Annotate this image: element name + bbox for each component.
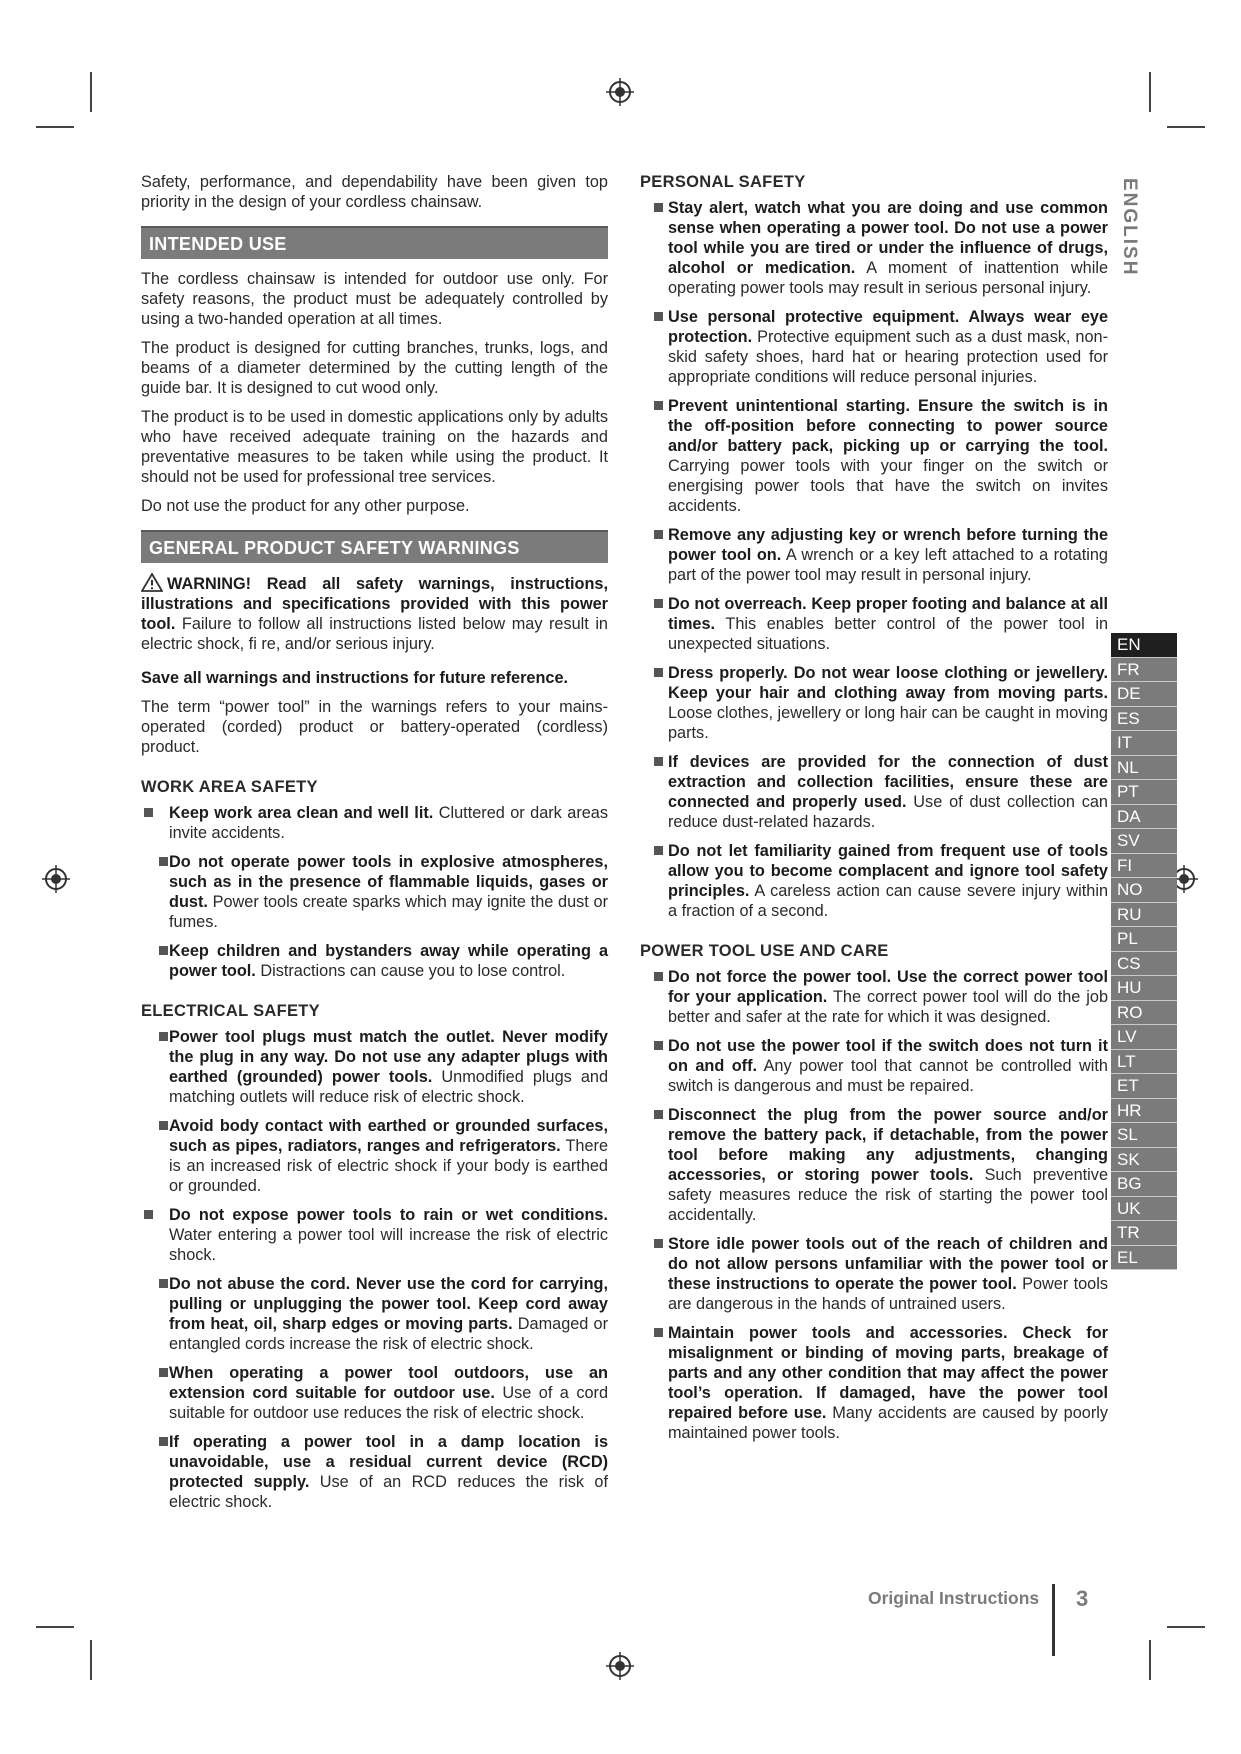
language-tab-et[interactable]: ET bbox=[1111, 1074, 1177, 1099]
list-item bbox=[640, 198, 1108, 298]
intended-use-paragraph: The cordless chainsaw is intended for outdoor use only. For safety reasons, the product must be adequately controlled by using a two-handed operation at all times. bbox=[141, 270, 608, 328]
intended-use-paragraph: The product is designed for cutting branches, trunks, logs, and beams of a diameter determined by the cutting length of the guide bar. It is designed to cut wood only. bbox=[141, 339, 608, 397]
language-tab-en[interactable]: EN bbox=[1111, 633, 1177, 658]
personal-safety-heading: PERSONAL SAFETY bbox=[640, 173, 806, 191]
save-instructions bbox=[141, 668, 608, 688]
language-tab-sl[interactable]: SL bbox=[1111, 1123, 1177, 1148]
language-tab-fr[interactable]: FR bbox=[1111, 658, 1177, 683]
list-item bbox=[640, 841, 1108, 921]
language-tab-no[interactable]: NO bbox=[1111, 878, 1177, 903]
language-tab-lt[interactable]: LT bbox=[1111, 1050, 1177, 1075]
general-warnings-heading: GENERAL PRODUCT SAFETY WARNINGS bbox=[141, 530, 608, 563]
save-instructions-text: Save all warnings and instructions for future reference. bbox=[141, 669, 569, 687]
footer-label: Original Instructions bbox=[868, 1588, 1040, 1608]
item-text: This enables better control of the power tool in unexpected situations. bbox=[668, 615, 1108, 653]
registration-mark-icon bbox=[606, 1652, 634, 1680]
crop-mark bbox=[90, 1640, 92, 1680]
crop-mark bbox=[1167, 1626, 1205, 1628]
item-bold-text: Dress properly. Do not wear loose clothing or jewellery. Keep your hair and clothing away from moving parts. bbox=[668, 664, 1108, 702]
item-text: Distractions can cause you to lose control. bbox=[255, 962, 566, 980]
item-text: Any power tool that cannot be controlled with switch is dangerous and must be repaired. bbox=[668, 1057, 1108, 1095]
crop-mark bbox=[36, 126, 74, 128]
item-bold-text: Use personal protective equipment. Always wear eye protection. bbox=[668, 308, 1108, 346]
item-bold-text: Disconnect the plug from the power source and/or remove the battery pack, if detachable, from the power tool before making any adjustments, changing accessories, or storing power tools. bbox=[668, 1106, 1108, 1184]
language-tab-sk[interactable]: SK bbox=[1111, 1148, 1177, 1173]
list-item bbox=[640, 752, 1108, 832]
item-bold-text: Prevent unintentional starting. Ensure the switch is in the off-position before connecting to power source and/or battery pack, picking up or carrying the tool. bbox=[668, 397, 1108, 455]
electrical-heading: ELECTRICAL SAFETY bbox=[141, 1002, 320, 1020]
language-tab-da[interactable]: DA bbox=[1111, 805, 1177, 830]
item-bold-text: Power tool plugs must match the outlet. Never modify the plug in any way. Do not use any adapter plugs with earthed (grounded) power tools. bbox=[169, 1028, 608, 1086]
item-bold-text: Do not overreach. Keep proper footing and balance at all times. bbox=[668, 595, 1108, 633]
bullet-square-icon bbox=[159, 1032, 168, 1041]
registration-mark-icon bbox=[42, 865, 70, 893]
language-label-text: ENGLISH bbox=[1119, 178, 1140, 277]
warning-bold-text: WARNING! Read all safety warnings, instructions, illustrations and specifications provided with this power tool. bbox=[141, 575, 608, 633]
item-text: Use of a cord suitable for outdoor use reduces the risk of electric shock. bbox=[169, 1384, 608, 1422]
list-item bbox=[640, 1036, 1108, 1096]
intended-use-paragraph: Do not use the product for any other purpose. bbox=[141, 497, 470, 515]
item-bold-text: Store idle power tools out of the reach of children and do not allow persons unfamiliar with the power tool or these instructions to operate the power tool. bbox=[668, 1235, 1108, 1293]
bullet-square-icon bbox=[654, 401, 663, 410]
bullet-square-icon bbox=[654, 1041, 663, 1050]
item-bold-text: Do not use the power tool if the switch does not turn it on and off. bbox=[668, 1037, 1108, 1075]
item-bold-text: Stay alert, watch what you are doing and use common sense when operating a power tool. Do not use a power tool while you are tired or under the influence of drugs, alcohol or medication. bbox=[668, 199, 1108, 277]
item-bold-text: Keep work area clean and well lit. bbox=[169, 804, 434, 822]
registration-mark-icon bbox=[606, 78, 634, 106]
language-tab-uk[interactable]: UK bbox=[1111, 1197, 1177, 1222]
language-tab-pl[interactable]: PL bbox=[1111, 927, 1177, 952]
item-text: Use of dust collection can reduce dust-related hazards. bbox=[668, 793, 1108, 831]
power-tool-use-heading: POWER TOOL USE AND CARE bbox=[640, 942, 889, 960]
intro-paragraph: Safety, performance, and dependability have been given top priority in the design of your cordless chainsaw. bbox=[141, 173, 608, 211]
item-text: The correct power tool will do the job better and safer at the rate for which it was designed. bbox=[668, 988, 1108, 1026]
page-number: 3 bbox=[1076, 1586, 1089, 1611]
list-item bbox=[640, 525, 1108, 585]
language-tab-tr[interactable]: TR bbox=[1111, 1221, 1177, 1246]
list-item bbox=[640, 1323, 1108, 1443]
language-label bbox=[1118, 178, 1142, 288]
language-tab-pt[interactable]: PT bbox=[1111, 780, 1177, 805]
item-text: Such preventive safety measures reduce the risk of starting the power tool accidentally. bbox=[668, 1166, 1108, 1224]
item-text: Many accidents are caused by poorly maintained power tools. bbox=[668, 1404, 1108, 1442]
item-text: Water entering a power tool will increase the risk of electric shock. bbox=[169, 1226, 608, 1264]
bullet-square-icon bbox=[654, 530, 663, 539]
language-tab-fi[interactable]: FI bbox=[1111, 854, 1177, 879]
item-text: A careless action can cause severe injury within a fraction of a second. bbox=[668, 882, 1108, 920]
item-bold-text: Do not abuse the cord. Never use the cord for carrying, pulling or unplugging the power tool. Keep cord away from heat, oil, sharp edges or moving parts. bbox=[169, 1275, 608, 1333]
list-item bbox=[640, 1234, 1108, 1314]
item-text: There is an increased risk of electric shock if your body is earthed or grounded. bbox=[169, 1137, 608, 1195]
item-bold-text: Avoid body contact with earthed or grounded surfaces, such as pipes, radiators, ranges and refrigerators. bbox=[169, 1117, 608, 1155]
item-text: Carrying power tools with your finger on the switch or energising power tools that have the switch on invites accidents. bbox=[668, 457, 1108, 515]
list-item bbox=[141, 852, 608, 932]
item-bold-text: If devices are provided for the connection of dust extraction and collection facilities, ensure these are connected and properly used. bbox=[668, 753, 1108, 811]
language-tab-nl[interactable]: NL bbox=[1111, 756, 1177, 781]
list-item bbox=[141, 1432, 608, 1512]
list-item bbox=[141, 1363, 608, 1423]
bullet-square-icon bbox=[159, 946, 168, 955]
language-tab-el[interactable]: EL bbox=[1111, 1246, 1177, 1271]
list-item bbox=[640, 594, 1108, 654]
bullet-square-icon bbox=[144, 808, 153, 817]
crop-mark bbox=[1149, 72, 1151, 112]
language-tab-ro[interactable]: RO bbox=[1111, 1001, 1177, 1026]
bullet-square-icon bbox=[654, 668, 663, 677]
item-bold-text: If operating a power tool in a damp location is unavoidable, use a residual current device (RCD) protected supply. bbox=[169, 1433, 608, 1491]
language-tab-es[interactable]: ES bbox=[1111, 707, 1177, 732]
list-item bbox=[141, 803, 608, 843]
item-bold-text: Do not operate power tools in explosive atmospheres, such as in the presence of flammable liquids, gases or dust. bbox=[169, 853, 608, 911]
warning-paragraph bbox=[141, 573, 608, 654]
bullet-square-icon bbox=[654, 312, 663, 321]
bullet-square-icon bbox=[159, 1121, 168, 1130]
right-column bbox=[640, 172, 1108, 1452]
list-item bbox=[640, 663, 1108, 743]
language-tab-sv[interactable]: SV bbox=[1111, 829, 1177, 854]
power-tool-term-paragraph: The term “power tool” in the warnings refers to your mains-operated (corded) product or battery-operated (cordless) product. bbox=[141, 698, 608, 756]
bullet-square-icon bbox=[144, 1210, 153, 1219]
bullet-square-icon bbox=[654, 1239, 663, 1248]
item-text: Damaged or entangled cords increase the risk of electric shock. bbox=[169, 1315, 608, 1353]
language-tab-hr[interactable]: HR bbox=[1111, 1099, 1177, 1124]
item-bold-text: Remove any adjusting key or wrench before turning the power tool on. bbox=[668, 526, 1108, 564]
list-item bbox=[640, 307, 1108, 387]
bullet-square-icon bbox=[654, 757, 663, 766]
item-bold-text: Keep children and bystanders away while operating a power tool. bbox=[169, 942, 608, 980]
crop-mark bbox=[1149, 1640, 1151, 1680]
language-tab-de[interactable]: DE bbox=[1111, 682, 1177, 707]
bullet-square-icon bbox=[159, 1368, 168, 1377]
item-bold-text: Maintain power tools and accessories. Check for misalignment or binding of moving parts, breakage of parts and any other condition that may affect the power tool’s operation. If damaged, have the power tool repaired before use. bbox=[668, 1324, 1108, 1422]
crop-mark bbox=[1167, 126, 1205, 128]
bullet-square-icon bbox=[159, 1279, 168, 1288]
item-bold-text: Do not force the power tool. Use the correct power tool for your application. bbox=[668, 968, 1108, 1006]
crop-mark bbox=[90, 72, 92, 112]
language-tab-bg[interactable]: BG bbox=[1111, 1172, 1177, 1197]
item-bold-text: Do not expose power tools to rain or wet conditions. bbox=[169, 1206, 608, 1224]
item-text: Use of an RCD reduces the risk of electric shock. bbox=[169, 1473, 608, 1511]
item-text: Cluttered or dark areas invite accidents. bbox=[169, 804, 608, 842]
bullet-square-icon bbox=[654, 972, 663, 981]
left-column bbox=[141, 172, 608, 1521]
item-text: Unmodified plugs and matching outlets will reduce risk of electric shock. bbox=[169, 1068, 609, 1106]
list-item bbox=[640, 396, 1108, 516]
bullet-square-icon bbox=[654, 1328, 663, 1337]
bullet-square-icon bbox=[654, 599, 663, 608]
item-text: A wrench or a key left attached to a rotating part of the power tool may result in personal injury. bbox=[668, 546, 1108, 584]
work-area-heading: WORK AREA SAFETY bbox=[141, 778, 318, 796]
bullet-square-icon bbox=[159, 1437, 168, 1446]
language-tab-ru[interactable]: RU bbox=[1111, 903, 1177, 928]
list-item bbox=[141, 941, 608, 981]
list-item bbox=[640, 1105, 1108, 1225]
warning-text: Failure to follow all instructions listed below may result in electric shock, fi re, and/or serious injury. bbox=[141, 615, 608, 653]
list-item bbox=[141, 1116, 608, 1196]
crop-mark bbox=[36, 1626, 74, 1628]
list-item bbox=[141, 1205, 608, 1265]
list-item bbox=[141, 1274, 608, 1354]
bullet-square-icon bbox=[654, 1110, 663, 1119]
bullet-square-icon bbox=[654, 203, 663, 212]
intended-use-paragraph: The product is to be used in domestic applications only by adults who have received adequate training on the hazards and preventative measures to be taken while using the product. It should not be used for professional tree services. bbox=[141, 408, 608, 486]
item-bold-text: Do not let familiarity gained from frequent use of tools allow you to become complacent and ignore tool safety principles. bbox=[668, 842, 1108, 900]
item-text: A moment of inattention while operating power tools may result in serious personal injury. bbox=[668, 259, 1109, 297]
intended-use-heading: INTENDED USE bbox=[141, 226, 608, 259]
language-tab-lv[interactable]: LV bbox=[1111, 1025, 1177, 1050]
bullet-square-icon bbox=[654, 846, 663, 855]
language-tabs bbox=[1111, 633, 1177, 1270]
item-text: Loose clothes, jewellery or long hair can be caught in moving parts. bbox=[668, 704, 1108, 742]
language-tab-hu[interactable]: HU bbox=[1111, 976, 1177, 1001]
warning-triangle-icon bbox=[141, 573, 163, 592]
list-item bbox=[141, 1027, 608, 1107]
list-item bbox=[640, 967, 1108, 1027]
item-text: Power tools create sparks which may ignite the dust or fumes. bbox=[169, 893, 608, 931]
footer-divider bbox=[1052, 1584, 1055, 1656]
item-bold-text: When operating a power tool outdoors, use an extension cord suitable for outdoor use. bbox=[169, 1364, 608, 1402]
item-text: Power tools are dangerous in the hands of untrained users. bbox=[668, 1275, 1108, 1313]
language-tab-cs[interactable]: CS bbox=[1111, 952, 1177, 977]
language-tab-it[interactable]: IT bbox=[1111, 731, 1177, 756]
bullet-square-icon bbox=[159, 857, 168, 866]
item-text: Protective equipment such as a dust mask, non-skid safety shoes, hard hat or hearing protection used for appropriate conditions will reduce personal injuries. bbox=[668, 328, 1108, 386]
